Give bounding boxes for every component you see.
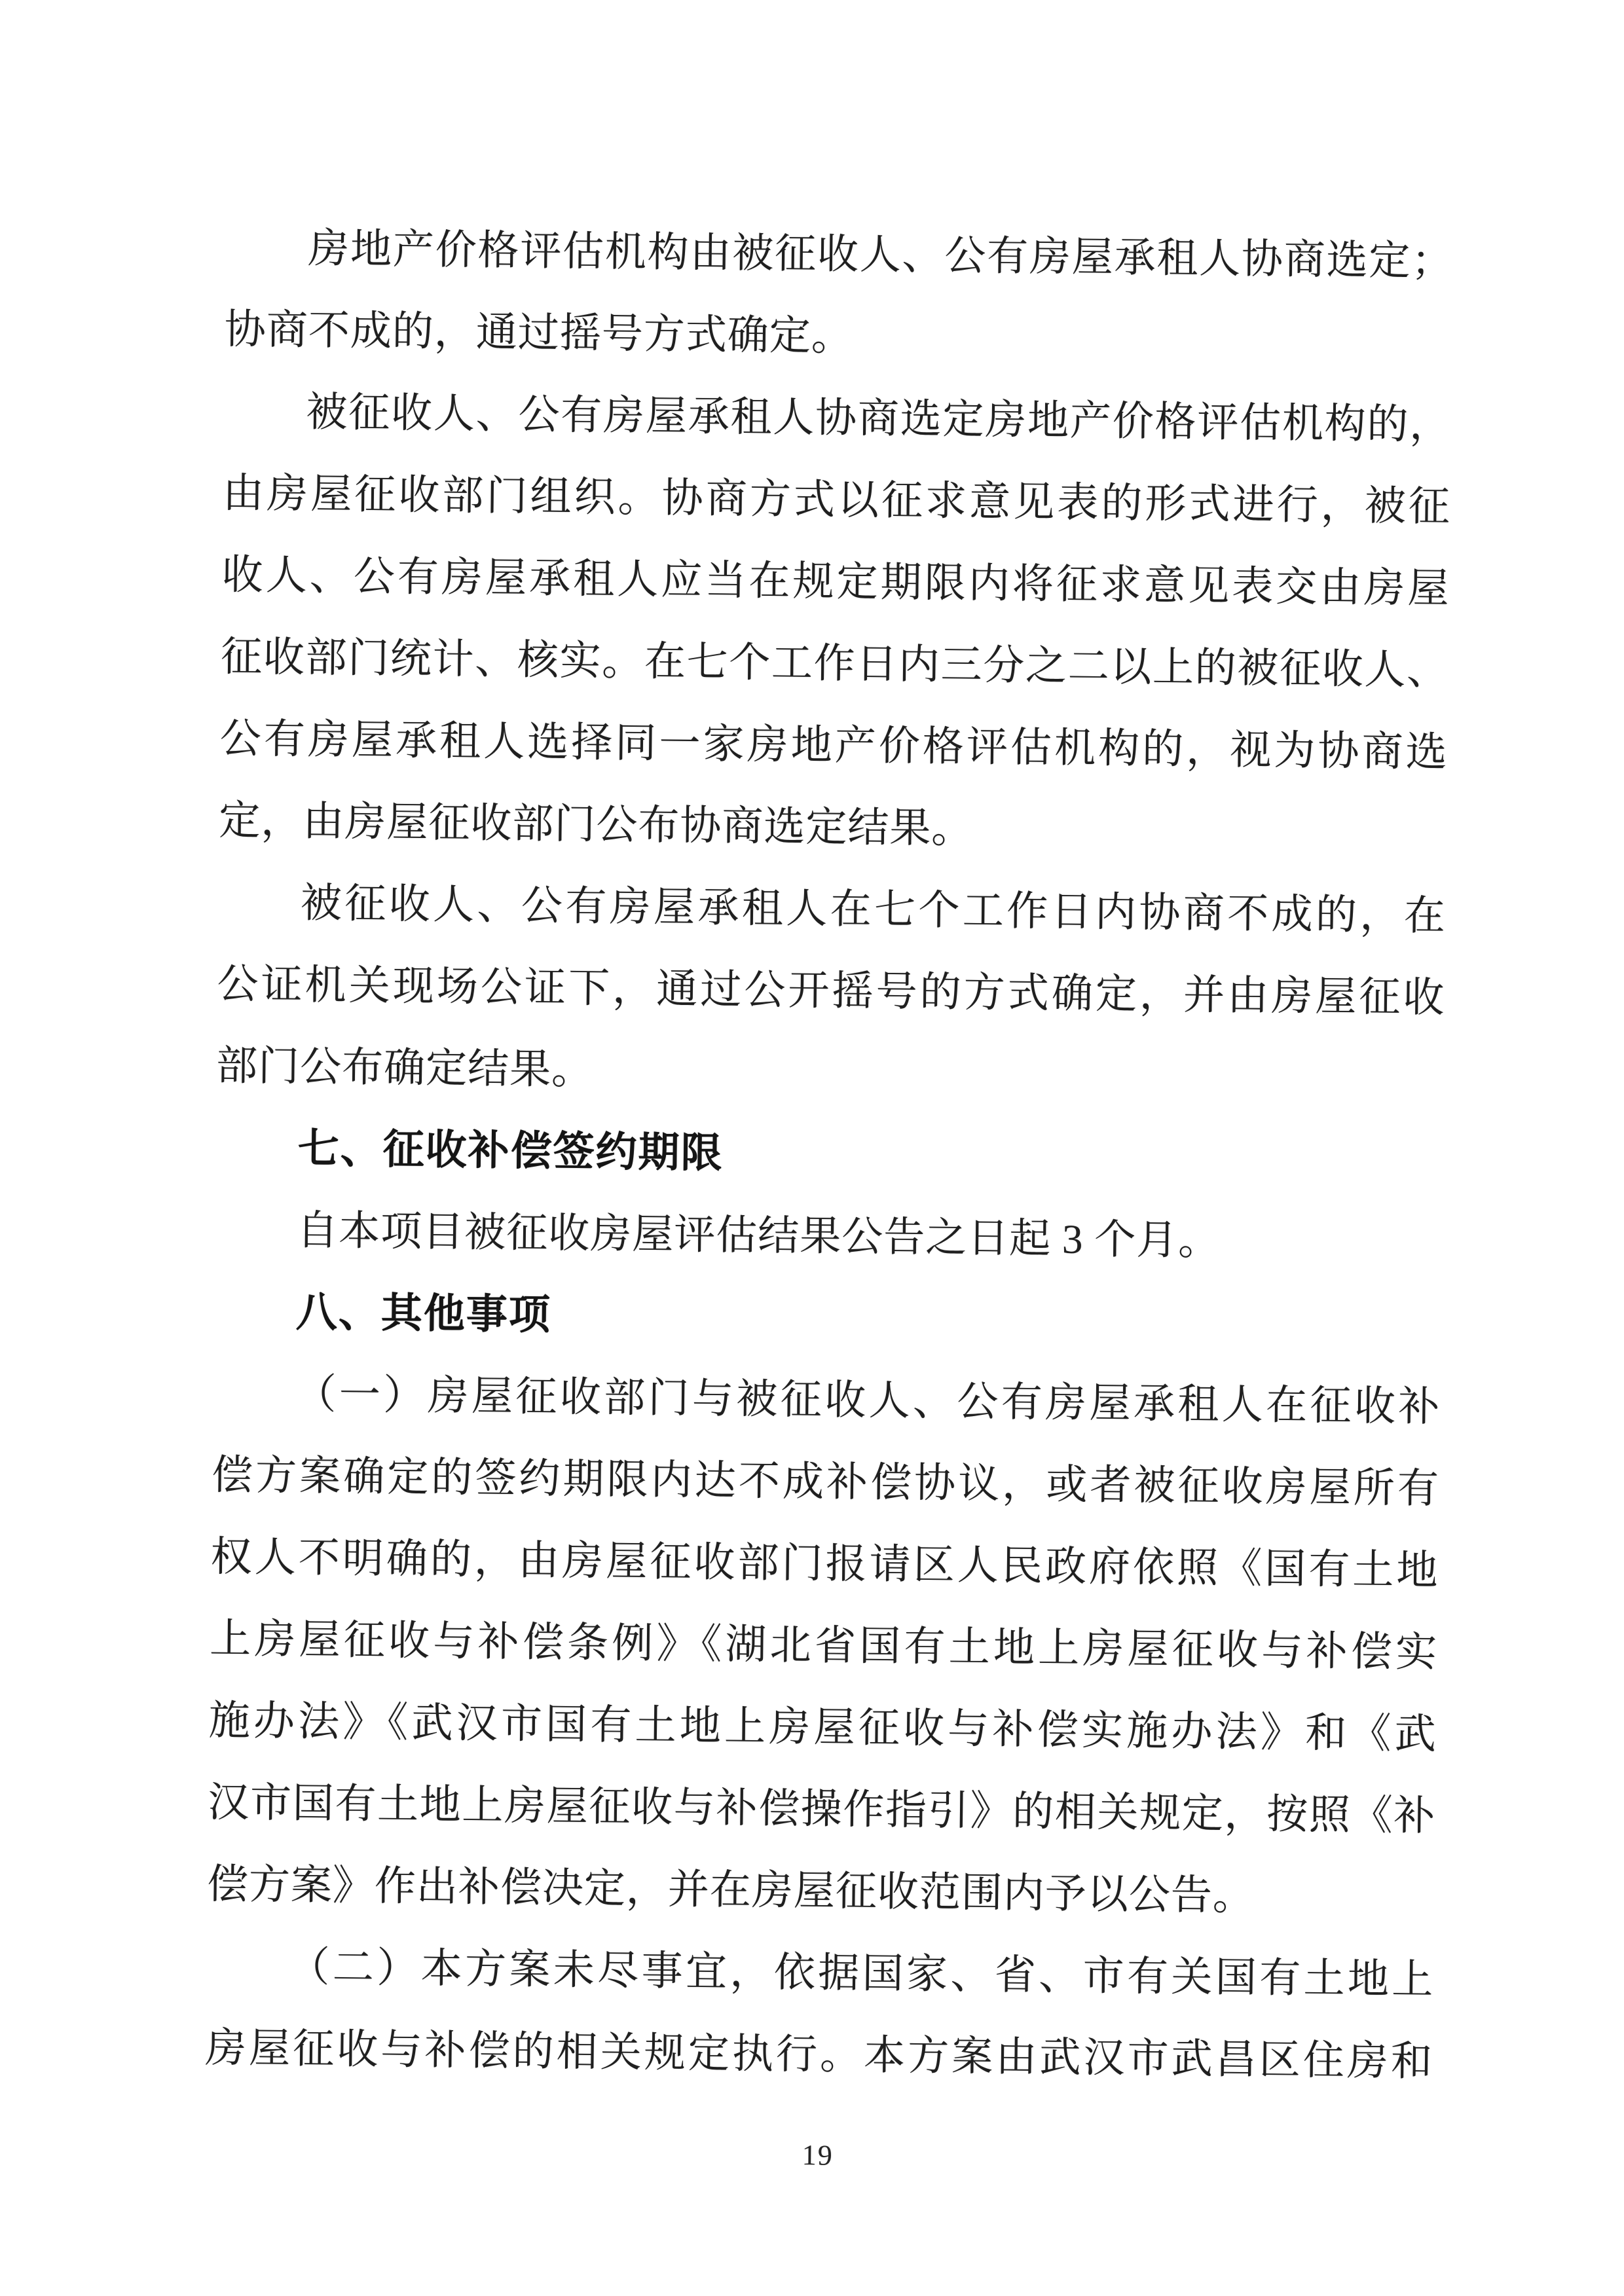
text-line: 房屋征收与补偿的相关规定执行。本方案由武汉市武昌区住房和 [204,2024,1433,2085]
text-line: 被征收人、公有房屋承租人在七个工作日内协商不成的，在 [300,880,1447,939]
text-line: 公有房屋承租人选择同一家房地产价格评估机构的，视为协商选 [219,715,1449,776]
section-heading: 八、其他事项 [295,1289,552,1338]
text-line: 收人、公有房屋承租人应当在规定期限内将征求意见表交由房屋 [221,551,1450,612]
text-line: （一）房屋征收部门与被征收人、公有房屋承租人在征收补 [295,1371,1441,1430]
text-line: （二）本方案未尽事宜，依据国家、省、市有关国有土地上 [288,1944,1434,2003]
text-line: 被征收人、公有房屋承租人协商选定房地产价格评估机构的， [306,389,1452,448]
text-line: 汉市国有土地上房屋征收与补偿操作指引》的相关规定，按照《补 [207,1779,1436,1840]
text-line: 部门公布确定结果。 [215,1042,594,1093]
text-line: 公证机关现场公证下，通过公开摇号的方式确定，并由房屋征收 [217,960,1445,1021]
text-lines [204,207,1453,2103]
text-line: 权人不明确的，由房屋征收部门报请区人民政府依照《国有土地 [210,1533,1439,1594]
text-line: 定，由房屋征收部门公布协商选定结果。 [218,797,974,852]
document-body-text [204,207,1454,2179]
text-line: 上房屋征收与补偿条例》《湖北省国有土地上房屋征收与补偿实 [209,1615,1438,1676]
page-number: 19 [802,2139,834,2172]
text-line: 施办法》《武汉市国有土地上房屋征收与补偿实施办法》和《武 [208,1697,1437,1758]
text-line: 协商不成的，通过摇号方式确定。 [224,306,854,359]
section-heading: 七、征收补偿签约期限 [297,1125,724,1176]
text-line: 偿方案》作出补偿决定，并在房屋征收范围内予以公告。 [206,1861,1255,1919]
text-line: 由房屋征收部门组织。协商方式以征求意见表的形式进行，被征 [222,469,1451,530]
text-line: 偿方案确定的签约期限内达不成补偿协议，或者被征收房屋所有 [211,1451,1440,1512]
text-line: 征收部门统计、核实。在七个工作日内三分之二以上的被征收人、 [220,633,1449,694]
text-line: 房地产价格评估机构由被征收人、公有房屋承租人协商选定； [307,225,1454,285]
text-line: 自本项目被征收房屋评估结果公告之日起 3 个月。 [296,1207,1221,1264]
